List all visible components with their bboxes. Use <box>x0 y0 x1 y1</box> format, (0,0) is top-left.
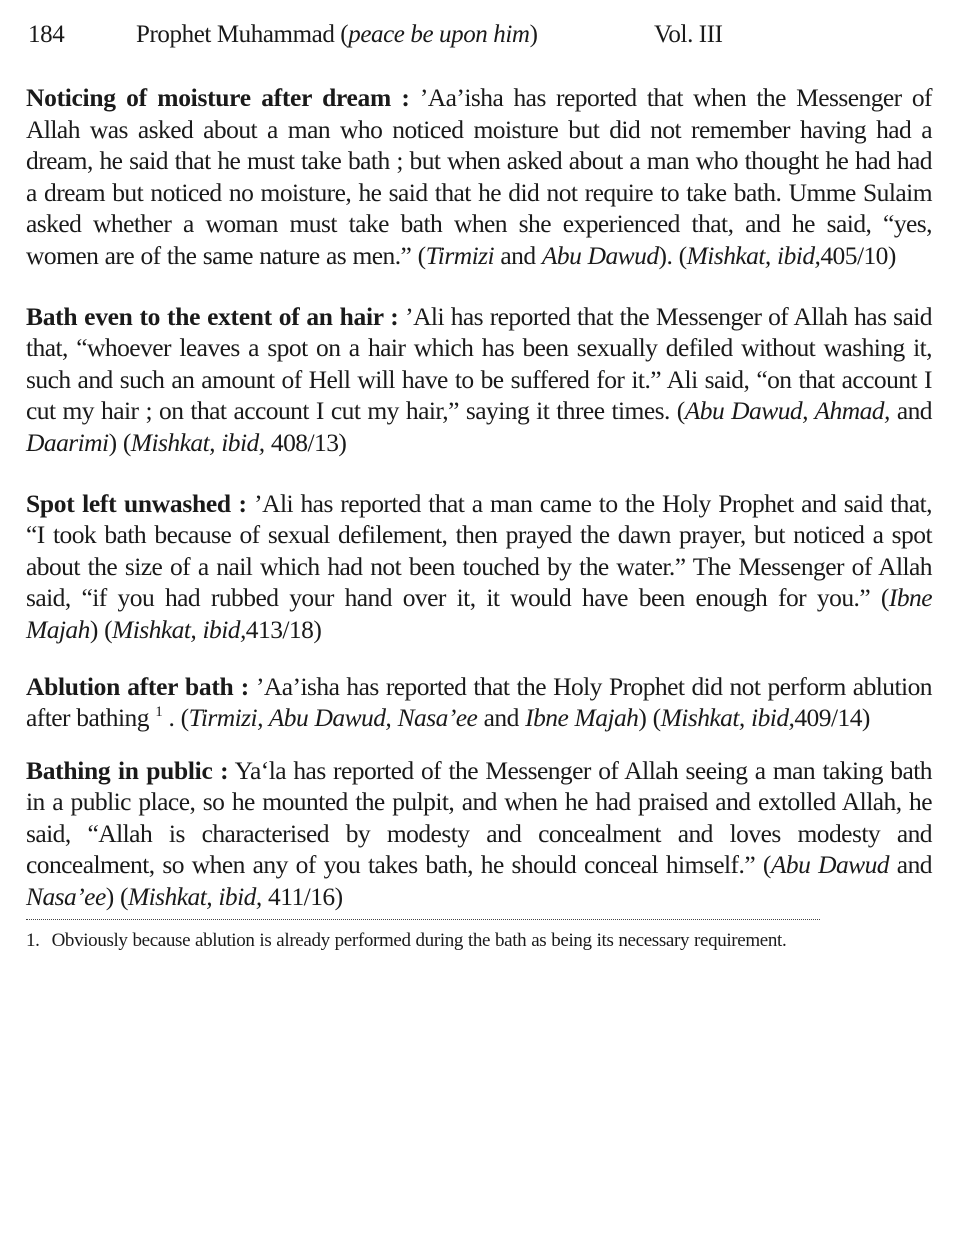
text-segment: ) ( <box>105 882 128 912</box>
text-segment: . ( <box>162 703 189 733</box>
text-segment: 411/16) <box>261 882 343 912</box>
text-segment: 409/14) <box>794 703 870 733</box>
citation-italic: Mishkat, ibid, <box>112 614 246 644</box>
paragraph-ablution-after-bath <box>26 671 932 734</box>
page-number: 184 <box>28 21 65 48</box>
text-segment: and <box>494 240 542 270</box>
footnote-text: Obviously because ablution is already performed during the bath as being its necessary requirement. <box>51 929 787 951</box>
citation-italic: Abu Dawud, Ahmad, <box>684 396 890 426</box>
citation-italic: Mishkat, ibid, <box>660 703 795 733</box>
running-title-text: Prophet Muhammad ( <box>136 21 349 48</box>
citation-italic: Mishkat, ibid, <box>130 427 265 457</box>
text-segment: Ya‘la has reported of the Messenger of Allah seeing a man taking bath in a public place, so he mounted the pulpit, and when he had praised and extolled Allah, he said, “Allah is characterised by modesty and concealment and loves modesty and concealment, so when any of you takes bath, he should conceal himself.” ( <box>26 755 932 880</box>
footnote-number: 1. <box>26 929 40 951</box>
text-segment: ) ( <box>89 614 113 644</box>
paragraph-heading: Spot left unwashed : <box>26 488 247 518</box>
text-segment: ’Aa’isha has reported that the Holy Prophet did not perform ablution after bathing <box>26 671 932 733</box>
citation-italic: Abu Dawud <box>541 240 659 270</box>
paragraph-heading: Bath even to the extent of an hair : <box>26 301 399 331</box>
footnote-separator <box>26 919 820 920</box>
page-header <box>28 18 932 52</box>
volume-label: Vol. III <box>654 21 723 48</box>
text-segment: 413/18) <box>245 614 322 644</box>
paragraph-spot-left-unwashed <box>26 488 932 646</box>
page-body <box>26 82 932 954</box>
footnote-reference: 1 <box>155 704 163 721</box>
citation-italic: Mishkat, ibid, <box>127 882 262 912</box>
text-segment: ). ( <box>658 240 687 270</box>
text-segment: ) ( <box>108 427 131 457</box>
paragraph-noticing-moisture <box>26 82 932 272</box>
text-segment: 408/13) <box>264 427 347 457</box>
citation-italic: Mishkat, ibid, <box>686 240 821 270</box>
text-segment: ’Ali has reported that the Messenger of Allah has said that, “whoever leaves a spot on a hair which has been sexually defiled without washing it, such and such an amount of Hell will have to be suffered for it.” Ali said, “on that account I cut my hair ; on that account I cut my hair,” saying it three times. ( <box>26 301 933 426</box>
text-segment: 405/10) <box>820 240 896 270</box>
running-title-honorific: peace be upon him <box>348 21 530 48</box>
footnote <box>26 928 932 954</box>
text-segment: and <box>889 396 932 426</box>
paragraph-heading: Noticing of moisture after dream : <box>26 83 410 112</box>
citation-italic: Tirmizi <box>425 240 495 270</box>
text-segment: ) ( <box>638 703 661 733</box>
paragraph-heading: Bathing in public : <box>26 755 229 785</box>
citation-italic: Daarimi <box>26 427 109 457</box>
text-segment: and <box>477 703 526 733</box>
running-title <box>136 18 654 52</box>
citation-italic: Ibne Majah <box>26 583 932 644</box>
paragraph-bath-extent-hair <box>26 301 932 459</box>
citation-italic: Tirmizi, Abu Dawud, Nasa’ee <box>188 703 478 733</box>
paragraph-bathing-in-public <box>26 755 932 913</box>
text-segment: ’Ali has reported that a man came to the Holy Prophet and said that, “I took bath because of sexual defilement, then prayed the dawn prayer, but noticed a spot about the size of a nail which had not been touched by the water.” The Messenger of Allah said, “if you had rubbed your hand over it, it would have been enough for you.” ( <box>26 488 932 613</box>
text-segment: and <box>889 850 932 880</box>
citation-italic: Abu Dawud <box>770 850 889 880</box>
text-segment: ’Aa’isha has reported that when the Messenger of Allah was asked about a man who noticed moisture but did not remember having had a dream, he said that he must take bath ; but when asked about a man who thought he had had a dream but noticed no moisture, he said that he did not require to take bath. Umme Sulaim asked whether a woman must take bath when she experienced that, and he said, “yes, women are of the same nature as men.” ( <box>26 83 932 270</box>
running-title-close: ) <box>529 21 538 48</box>
citation-italic: Nasa’ee <box>26 882 106 912</box>
citation-italic: Ibne Majah <box>525 703 639 733</box>
paragraph-heading: Ablution after bath : <box>26 671 249 701</box>
